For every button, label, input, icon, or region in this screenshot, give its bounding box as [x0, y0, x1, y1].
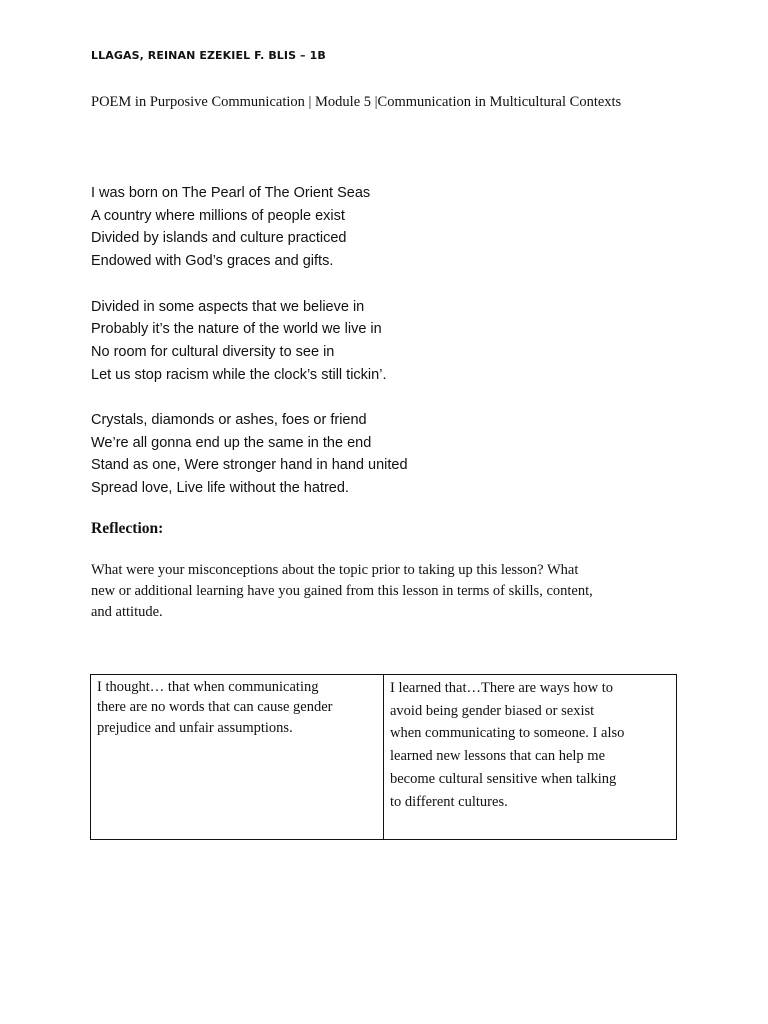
- reflection-heading: Reflection:: [91, 520, 164, 537]
- reflection-prompt: [91, 560, 687, 623]
- poem-line: Endowed with God’s graces and gifts.: [91, 253, 334, 270]
- cell-line: become cultural sensitive when talking: [390, 770, 617, 787]
- cell-line: prejudice and unfair assumptions.: [97, 719, 293, 736]
- cell-line: there are no words that can cause gender: [97, 699, 333, 716]
- cell-line: learned new lessons that can help me: [390, 748, 606, 765]
- poem-line: Crystals, diamonds or ashes, foes or friend: [91, 412, 367, 428]
- poem-line: Probably it’s the nature of the world we live in: [91, 321, 382, 338]
- cell-line: avoid being gender biased or sexist: [390, 702, 595, 719]
- prompt-line: new or additional learning have you gained from this lesson in terms of skills, content,: [91, 583, 593, 599]
- poem-line: Let us stop racism while the clock’s still tickin’.: [91, 366, 387, 383]
- prompt-line: What were your misconceptions about the topic prior to taking up this lesson? What: [91, 562, 579, 578]
- poem-line: Stand as one, Were stronger hand in hand united: [91, 457, 408, 474]
- cell-line: when communicating to someone. I also: [390, 725, 625, 742]
- poem-stanza: [91, 296, 691, 387]
- learning-cell: [384, 675, 677, 840]
- table-row: [91, 675, 677, 840]
- poem-stanza: [91, 182, 691, 273]
- poem-line: Divided by islands and culture practiced: [91, 230, 347, 247]
- poem: [91, 182, 691, 523]
- prompt-line: and attitude.: [91, 604, 163, 620]
- poem-line: Spread love, Live life without the hatred.: [91, 480, 349, 497]
- poem-line: Divided in some aspects that we believe in: [91, 298, 365, 315]
- poem-line: We’re all gonna end up the same in the end: [91, 434, 372, 451]
- subject-line: POEM in Purposive Communication | Module 5 |Communication in Multicultural Contexts: [91, 94, 622, 110]
- misconception-cell: [91, 675, 384, 840]
- cell-line: to different cultures.: [390, 793, 508, 810]
- cell-line: I thought… that when communicating: [97, 679, 319, 695]
- poem-line: A country where millions of people exist: [91, 207, 345, 224]
- reflection-table: [90, 674, 677, 840]
- author-line: LLAGAS, REINAN EZEKIEL F. BLIS – 1B: [91, 49, 326, 62]
- cell-line: I learned that…There are ways how to: [390, 680, 614, 696]
- poem-line: I was born on The Pearl of The Orient Seas: [91, 185, 371, 201]
- poem-stanza: [91, 409, 691, 500]
- poem-line: No room for cultural diversity to see in: [91, 343, 335, 360]
